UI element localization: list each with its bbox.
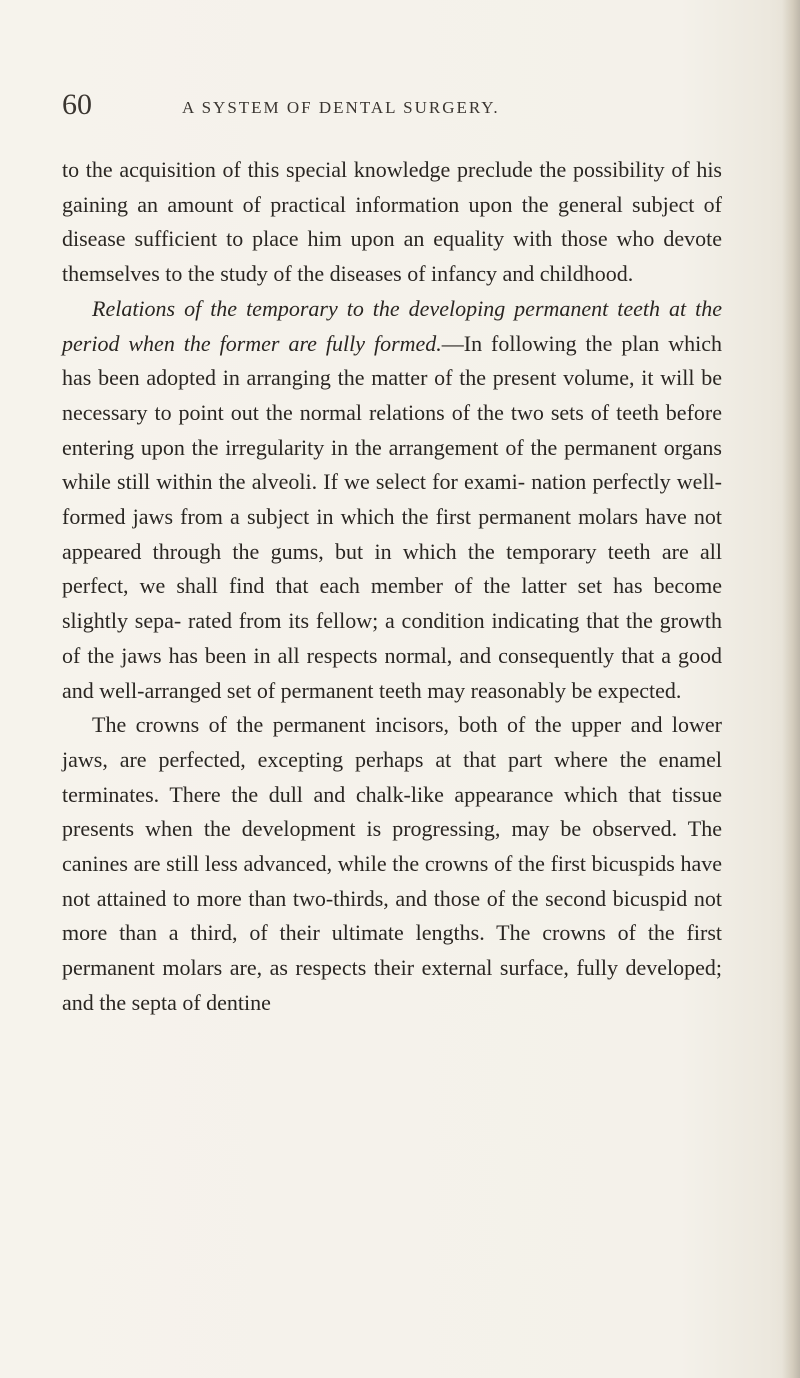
paragraph-2-heading: Relations of the temporary to the developing permanent teeth at the period when the former are fully formed. xyxy=(62,295,722,356)
page-edge-shadow xyxy=(782,0,800,1378)
running-head xyxy=(62,88,722,128)
paragraph-1: to the acquisition of this special knowledge preclude the possibility of his gaining an amount of practical information upon the general subject of disease sufficient to place him upon an equality with those who devote themselves to the study of the diseases of infancy and childhood. xyxy=(62,157,722,287)
running-title: A SYSTEM OF DENTAL SURGERY. xyxy=(182,98,500,117)
paragraph-2-text: —In following the plan which has been adopted in arranging the matter of the present volume, it will be necessary to point out the normal relations of the two sets of teeth before entering upon the irregularity in the arrangement of the permanent organs while still within the alveoli. If we select for exami- nation perfectly well-formed jaws from a subject in which the first permanent molars have not appeared through the gums, but in which the temporary teeth are all perfect, we shall find that each member of the latter set has become slightly sepa- rated from its fellow; a condition indicating that the growth of the jaws has been in all respects normal, and consequently that a good and well-arranged set of permanent teeth may reasonably be expected. xyxy=(62,330,722,703)
body-text xyxy=(62,153,722,1021)
paragraph-2 xyxy=(62,292,722,708)
page-number: 60 xyxy=(62,88,92,121)
paragraph-3: The crowns of the permanent incisors, both of the upper and lower jaws, are perfected, excepting perhaps at that part where the enamel terminates. There the dull and chalk-like appearance which that tissue presents when the development is progressing, may be observed. The canines are still less advanced, while the crowns of the first bicuspids have not attained to more than two-thirds, and those of the second bicuspid not more than a third, of their ultimate lengths. The crowns of the first permanent molars are, as respects their external surface, fully developed; and the septa of dentine xyxy=(62,712,722,1015)
